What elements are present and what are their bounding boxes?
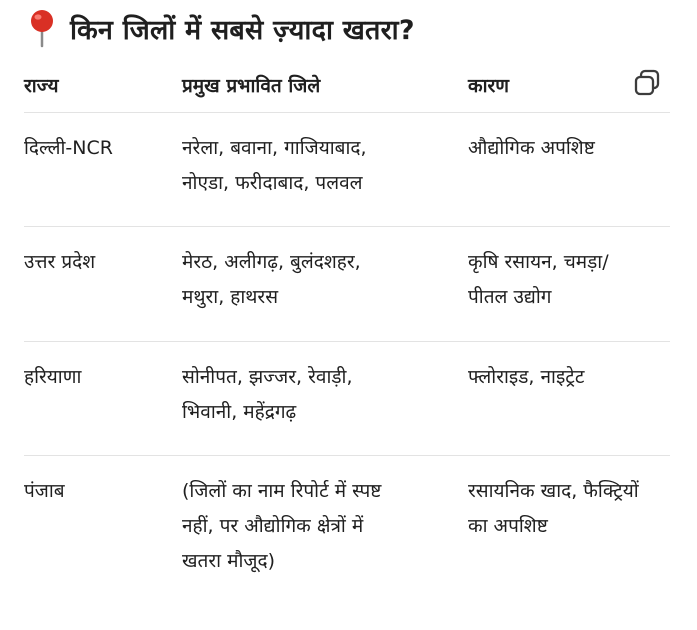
state-cell: उत्तर प्रदेश	[24, 251, 96, 273]
reason-line: कृषि रसायन, चमड़ा/	[468, 251, 609, 273]
districts-cell	[182, 342, 468, 455]
reason-line: रसायनिक खाद, फैक्ट्रियों	[468, 480, 639, 502]
state-cell: पंजाब	[24, 480, 65, 502]
reason-cell	[468, 227, 670, 341]
districts-cell	[182, 456, 468, 606]
districts-line: (जिलों का नाम रिपोर्ट में स्पष्ट	[182, 480, 382, 502]
section-heading	[26, 6, 415, 50]
reason-cell	[468, 456, 670, 606]
reason-line: औद्योगिक अपशिष्ट	[468, 137, 595, 159]
districts-cell	[182, 227, 468, 341]
reason-line: पीतल उद्योग	[468, 286, 552, 308]
state-cell: दिल्ली-NCR	[24, 137, 113, 159]
districts-line: भिवानी, महेंद्रगढ़	[182, 401, 297, 423]
districts-line: खतरा मौजूद)	[182, 550, 275, 572]
districts-line: सोनीपत, झज्जर, रेवाड़ी,	[182, 366, 353, 388]
reason-line: फ्लोराइड, नाइट्रेट	[468, 366, 585, 388]
districts-line: मथुरा, हाथरस	[182, 286, 279, 308]
table-row	[24, 342, 670, 456]
table-header-row	[24, 60, 670, 113]
heading-title: किन जिलों में सबसे ज़्यादा खतरा?	[70, 14, 415, 46]
table-row	[24, 456, 670, 606]
reason-line: का अपशिष्ट	[468, 515, 548, 537]
state-cell: हरियाणा	[24, 366, 82, 388]
pushpin-icon	[26, 8, 58, 48]
districts-cell	[182, 113, 468, 226]
column-header-reason: कारण	[468, 74, 510, 97]
table-row	[24, 113, 670, 227]
districts-line: मेरठ, अलीगढ़, बुलंदशहर,	[182, 251, 361, 273]
districts-line: नोएडा, फरीदाबाद, पलवल	[182, 172, 363, 194]
reason-cell	[468, 342, 670, 455]
table-row	[24, 227, 670, 342]
reason-cell	[468, 113, 670, 226]
column-header-state: राज्य	[24, 74, 59, 97]
districts-line: नरेला, बवाना, गाजियाबाद,	[182, 137, 367, 159]
districts-table	[24, 60, 670, 606]
districts-line: नहीं, पर औद्योगिक क्षेत्रों में	[182, 515, 364, 537]
column-header-districts: प्रमुख प्रभावित जिले	[182, 74, 321, 97]
